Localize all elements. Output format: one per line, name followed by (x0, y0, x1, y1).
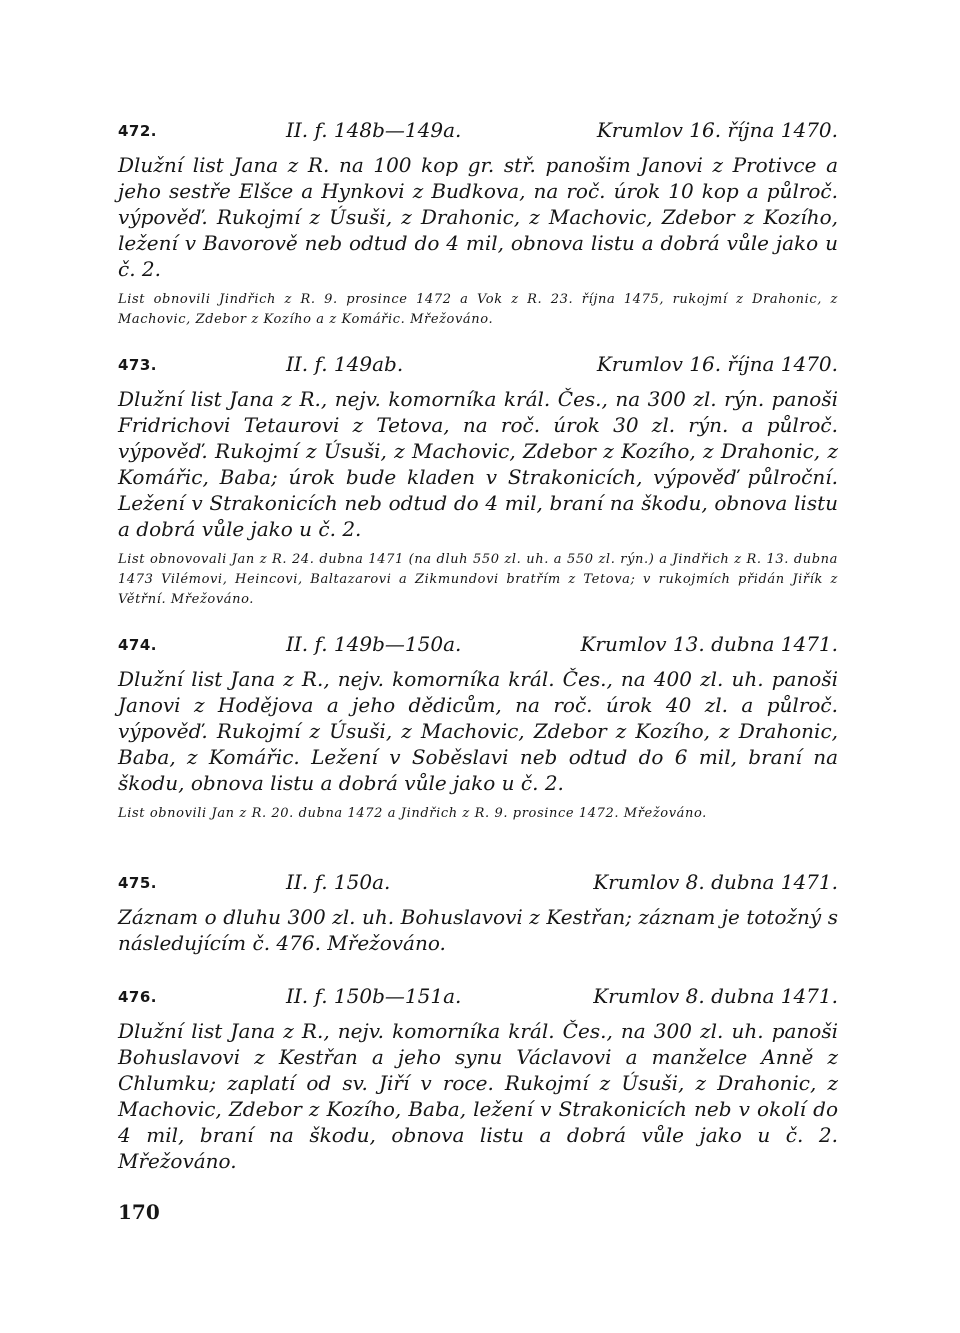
entry-475 (118, 870, 838, 956)
entry-472 (118, 118, 838, 330)
entry-text: Záznam o dluhu 300 zl. uh. Bohuslavovi z Kestřan; záznam je totožný s následujícím č. 476. Mřežováno. (118, 905, 838, 955)
entry-number: 475. (118, 874, 158, 892)
entry-text: Dlužní list Jana z R., nejv. komorníka král. Čes., na 300 zl. uh. panoši Bohuslavovi z Kestřan a jeho synu Václavovi a manželce Anně z Chlumku; zaplatí od sv. Jiří v roce. Rukojmí z Úsuši, z Drahonic, z Machovic, Zdebor z Kozího, Baba, ležení v Strakonicích neb v okolí do 4 mil, braní na škodu, obnova listu a dobrá vůle jako u č. 2. Mřežováno. (118, 1019, 838, 1173)
place-date: Krumlov 13. dubna 1471. (580, 632, 838, 656)
place-date: Krumlov 16. října 1470. (596, 352, 838, 376)
entry-header (118, 352, 838, 382)
entry-text: Dlužní list Jana z R. na 100 kop gr. stř. panošim Janovi z Protivce a jeho sestře Elšce a Hynkovi z Budkova, na roč. úrok 10 kop a půlroč. výpověď. Rukojmí z Úsuši, z Drahonic, z Machovic, Zdebor z Kozího, ležení v Bavorově neb odtud do 4 mil, obnova listu a dobrá vůle jako u č. 2. (118, 153, 838, 281)
entry-text: Dlužní list Jana z R., nejv. komorníka král. Čes., na 300 zl. rýn. panoši Fridrichovi Tetaurovi z Tetova, na roč. úrok 30 zl. rýn. a půlroč. výpověď. Rukojmí z Úsuši, z Machovic, Zdebor z Kozího, z Drahonic, z Komářic, Baba; úrok bude kladen v Strakonicích, výpověď půlroční. Ležení v Strakonicích neb odtud do 4 mil, braní na škodu, obnova listu a dobrá vůle jako u č. 2. (118, 387, 838, 541)
folio-reference: II. f. 149b—150a. (286, 632, 462, 656)
entry-473 (118, 352, 838, 610)
entry-text: Dlužní list Jana z R., nejv. komorníka král. Čes., na 400 zl. uh. panoši Janovi z Hodějova a jeho dědicům, na roč. úrok 40 zl. a půlroč. výpověď. Rukojmí z Úsuši, z Machovic, Zdebor z Kozího, z Drahonic, Baba, z Komářic. Ležení v Soběslavi neb odtud do 6 mil, braní na škodu, obnova listu a dobrá vůle jako u č. 2. (118, 667, 838, 795)
entry-474 (118, 632, 838, 824)
entry-number: 473. (118, 356, 158, 374)
entry-number: 472. (118, 122, 158, 140)
entry-note: List obnovovali Jan z R. 24. dubna 1471 (na dluh 550 zl. uh. a 550 zl. rýn.) a Jindřich z R. 13. dubna 1473 Vilémovi, Heincovi, Baltazarovi a Zikmundovi bratřím z Tetova; v rukojmích přidán Jiřík z Větřní. Mřežováno. (118, 552, 838, 607)
entry-476 (118, 984, 838, 1174)
place-date: Krumlov 8. dubna 1471. (593, 984, 838, 1008)
entry-header (118, 870, 838, 900)
folio-reference: II. f. 149ab. (286, 352, 404, 376)
entry-number: 476. (118, 988, 158, 1006)
page-number: 170 (118, 1200, 160, 1224)
entry-header (118, 984, 838, 1014)
entry-number: 474. (118, 636, 158, 654)
place-date: Krumlov 8. dubna 1471. (593, 870, 838, 894)
folio-reference: II. f. 150a. (286, 870, 391, 894)
entry-note: List obnovili Jan z R. 20. dubna 1472 a Jindřich z R. 9. prosince 1472. Mřežováno. (118, 806, 707, 821)
entry-header (118, 632, 838, 662)
folio-reference: II. f. 148b—149a. (286, 118, 462, 142)
entry-note: List obnovili Jindřich z R. 9. prosince 1472 a Vok z R. 23. října 1475, rukojmí z Drahonic, z Machovic, Zdebor z Kozího a z Komářic. Mřežováno. (118, 292, 838, 327)
folio-reference: II. f. 150b—151a. (286, 984, 462, 1008)
place-date: Krumlov 16. října 1470. (596, 118, 838, 142)
entry-header (118, 118, 838, 148)
